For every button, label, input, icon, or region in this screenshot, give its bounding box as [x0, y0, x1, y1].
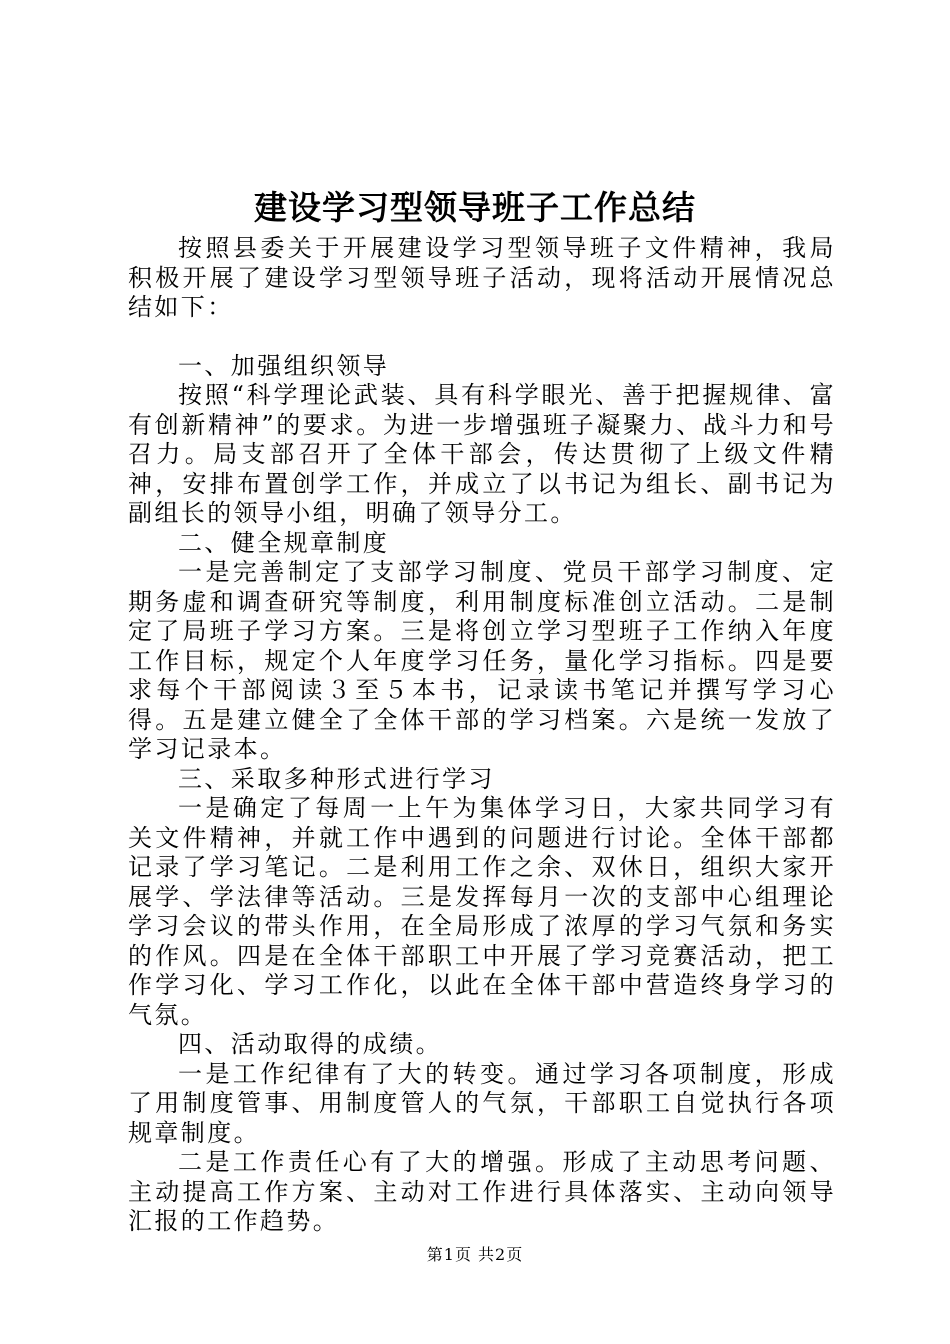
section-paragraph-1: 按照“科学理论武装、具有科学眼光、善于把握规律、富有创新精神”的要求。为进一步增强班子凝聚力、战斗力和号召力。局支部召开了全体干部会，传达贯彻了上级文件精神，安排布置创学工作，并成立了以书记为组长、副书记为副组长的领导小组，明确了领导分工。 — [128, 381, 836, 527]
section-paragraph-4a: 一是工作纪律有了大的转变。通过学习各项制度，形成了用制度管事、用制度管人的气氛，干部职工自觉执行各项规章制度。 — [128, 1059, 836, 1147]
document-title: 建设学习型领导班子工作总结 — [254, 188, 696, 227]
section-heading-1: 一、加强组织领导 — [178, 351, 390, 380]
section-paragraph-3: 一是确定了每周一上午为集体学习日，大家共同学习有关文件精神，并就工作中遇到的问题进行讨论。全体干部都记录了学习笔记。二是利用工作之余、双休日，组织大家开展学、学法律等活动。三是发挥每月一次的支部中心组理论学习会议的带头作用，在全局形成了浓厚的学习气氛和务实的作风。四是在全体干部职工中开展了学习竞赛活动，把工作学习化、学习工作化，以此在全体干部中营造终身学习的气氛。 — [128, 794, 836, 1029]
section-heading-2: 二、健全规章制度 — [178, 528, 390, 557]
document-body — [128, 234, 836, 1237]
section-paragraph-2: 一是完善制定了支部学习制度、党员干部学习制度、定期务虚和调查研究等制度，利用制度标准创立活动。二是制定了局班子学习方案。三是将创立学习型班子工作纳入年度工作目标，规定个人年度学习任务，量化学习指标。四是要求每个干部阅读３至５本书，记录读书笔记并撰写学习心得。五是建立健全了全体干部的学习档案。六是统一发放了学习记录本。 — [128, 558, 836, 763]
section-heading-4: 四、活动取得的成绩。 — [178, 1030, 442, 1058]
intro-paragraph: 按照县委关于开展建设学习型领导班子文件精神，我局积极开展了建设学习型领导班子活动，现将活动开展情况总结如下： — [128, 234, 836, 321]
section-paragraph-4b: 二是工作责任心有了大的增强。形成了主动思考问题、主动提高工作方案、主动对工作进行具体落实、主动向领导汇报的工作趋势。 — [128, 1148, 836, 1235]
section-heading-3: 三、采取多种形式进行学习 — [178, 764, 495, 793]
page-number-footer: 第1页 共2页 — [426, 1245, 524, 1264]
